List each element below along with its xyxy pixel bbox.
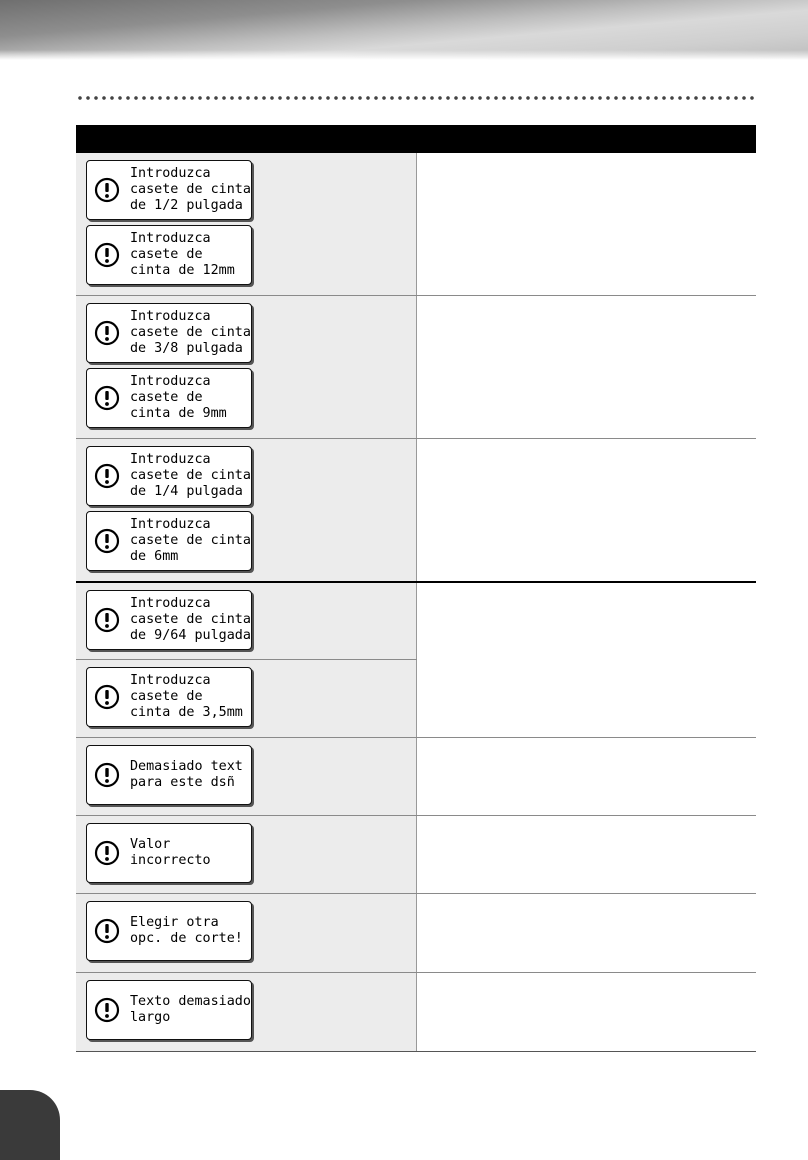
lcd-message-text: Valor incorrecto	[130, 837, 211, 868]
dotted-separator	[76, 95, 758, 101]
cause-solution-cell	[416, 973, 756, 1052]
table-row	[76, 439, 756, 583]
table-row	[76, 153, 756, 296]
table-row	[76, 973, 756, 1052]
lcd-message-screen	[86, 303, 252, 363]
lcd-message-screen	[86, 667, 252, 727]
message-cell	[76, 153, 416, 296]
exclamation-circle-icon	[94, 242, 120, 268]
exclamation-circle-icon	[94, 997, 120, 1023]
top-banner	[0, 0, 808, 60]
exclamation-circle-icon	[94, 684, 120, 710]
lcd-message-text: Introduzca casete de cinta de 3/8 pulgada	[130, 309, 251, 356]
message-cell	[76, 738, 416, 816]
lcd-message-text: Introduzca casete de cinta de 3,5mm	[130, 673, 243, 720]
table-row	[76, 296, 756, 439]
cause-solution-cell	[416, 439, 756, 583]
lcd-message-text: Elegir otra opc. de corte!	[130, 915, 243, 946]
exclamation-circle-icon	[94, 463, 120, 489]
lcd-message-screen	[86, 511, 252, 571]
cause-solution-cell	[416, 296, 756, 439]
lcd-message-text: Introduzca casete de cinta de 6mm	[130, 517, 251, 564]
exclamation-circle-icon	[94, 762, 120, 788]
exclamation-circle-icon	[94, 320, 120, 346]
lcd-message-screen	[86, 980, 252, 1040]
message-cell	[76, 296, 416, 439]
cause-solution-cell	[416, 816, 756, 894]
error-message-table	[76, 125, 756, 1052]
lcd-message-screen	[86, 590, 252, 650]
cause-solution-cell	[416, 894, 756, 973]
message-cell	[76, 582, 416, 660]
exclamation-circle-icon	[94, 607, 120, 633]
header-cause-column	[416, 125, 756, 153]
table-header-row	[76, 125, 756, 153]
cause-solution-cell	[416, 153, 756, 296]
lcd-message-text: Introduzca casete de cinta de 9/64 pulgada	[130, 596, 251, 643]
table-row	[76, 894, 756, 973]
message-cell	[76, 660, 416, 738]
lcd-message-text: Introduzca casete de cinta de 1/4 pulgada	[130, 452, 251, 499]
lcd-message-text: Texto demasiado largo	[130, 994, 251, 1025]
cause-solution-cell	[416, 582, 756, 738]
table-row	[76, 582, 756, 660]
lcd-message-text: Introduzca casete de cinta de 9mm	[130, 374, 227, 421]
lcd-message-text: Demasiado text para este dsñ	[130, 759, 243, 790]
lcd-message-screen	[86, 446, 252, 506]
lcd-message-text: Introduzca casete de cinta de 1/2 pulgada	[130, 166, 251, 213]
exclamation-circle-icon	[94, 918, 120, 944]
header-message-column	[76, 125, 416, 153]
message-cell	[76, 439, 416, 583]
message-cell	[76, 816, 416, 894]
table-row	[76, 738, 756, 816]
lcd-message-screen	[86, 225, 252, 285]
page-corner-tab	[0, 1090, 60, 1160]
table-row	[76, 816, 756, 894]
exclamation-circle-icon	[94, 840, 120, 866]
lcd-message-screen	[86, 368, 252, 428]
lcd-message-screen	[86, 823, 252, 883]
cause-solution-cell	[416, 738, 756, 816]
exclamation-circle-icon	[94, 385, 120, 411]
lcd-message-screen	[86, 160, 252, 220]
exclamation-circle-icon	[94, 528, 120, 554]
lcd-message-screen	[86, 745, 252, 805]
lcd-message-screen	[86, 901, 252, 961]
exclamation-circle-icon	[94, 177, 120, 203]
lcd-message-text: Introduzca casete de cinta de 12mm	[130, 231, 235, 278]
message-cell	[76, 894, 416, 973]
message-cell	[76, 973, 416, 1052]
